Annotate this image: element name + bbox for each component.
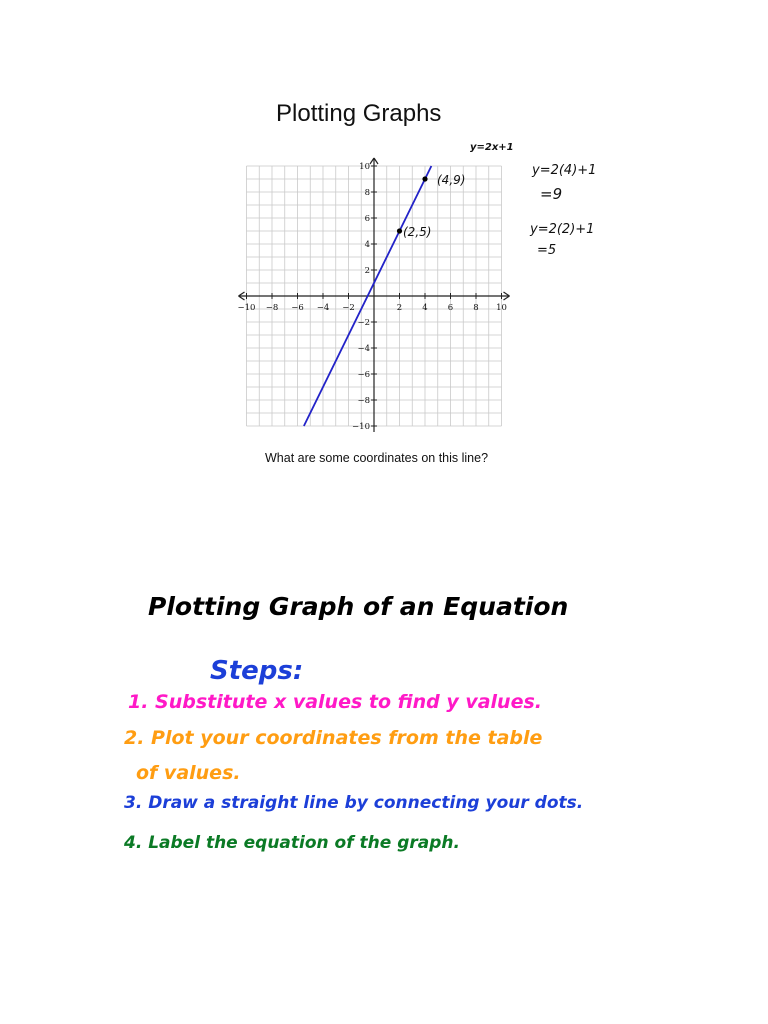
y-tick-label: 10 [359,162,370,172]
x-tick-label: −2 [342,303,355,313]
y-tick-label: −4 [357,344,370,354]
step-2-continued: of values. [136,762,241,784]
x-tick-label: −10 [237,303,256,313]
equation-label: y=2x+1 [470,142,514,153]
axes [239,158,510,432]
x-tick-label: 4 [422,303,428,313]
y-tick-label: 2 [364,266,370,276]
x-tick-label: −8 [265,303,279,313]
y-tick-label: 6 [364,214,370,224]
steps-title: Steps: [210,656,304,686]
calc-1-line-1: y=2(4)+1 [532,163,597,178]
tick-labels [238,162,507,432]
page-title: Plotting Graphs [276,100,442,127]
point-label-2-5: (2,5) [403,225,432,239]
x-tick-label: 2 [396,303,403,313]
calc-2-line-1: y=2(2)+1 [530,222,595,237]
step-1: 1. Substitute x values to find y values. [128,691,542,713]
data-point [397,228,402,233]
step-2: 2. Plot your coordinates from the table [124,727,543,749]
y-tick-label: −10 [352,422,370,432]
calc-1-line-2: =9 [540,185,563,203]
y-tick-label: 4 [364,240,370,250]
y-tick-label: 8 [364,188,370,198]
x-tick-label: 8 [473,303,479,313]
x-tick-label: −6 [291,303,304,313]
x-tick-label: 6 [447,303,454,313]
calc-2-line-2: =5 [537,243,557,258]
question-text: What are some coordinates on this line? [265,451,489,465]
notes-heading: Plotting Graph of an Equation [148,592,569,621]
y-tick-label: −8 [357,396,370,406]
y-tick-label: −2 [357,318,370,328]
step-3: 3. Draw a straight line by connecting your dots. [124,793,584,813]
data-point [422,176,427,181]
point-label-4-9: (4,9) [437,173,466,187]
step-4: 4. Label the equation of the graph. [124,833,460,853]
x-tick-label: 10 [496,303,507,313]
y-tick-label: −6 [357,370,370,380]
x-tick-label: −4 [316,303,330,313]
